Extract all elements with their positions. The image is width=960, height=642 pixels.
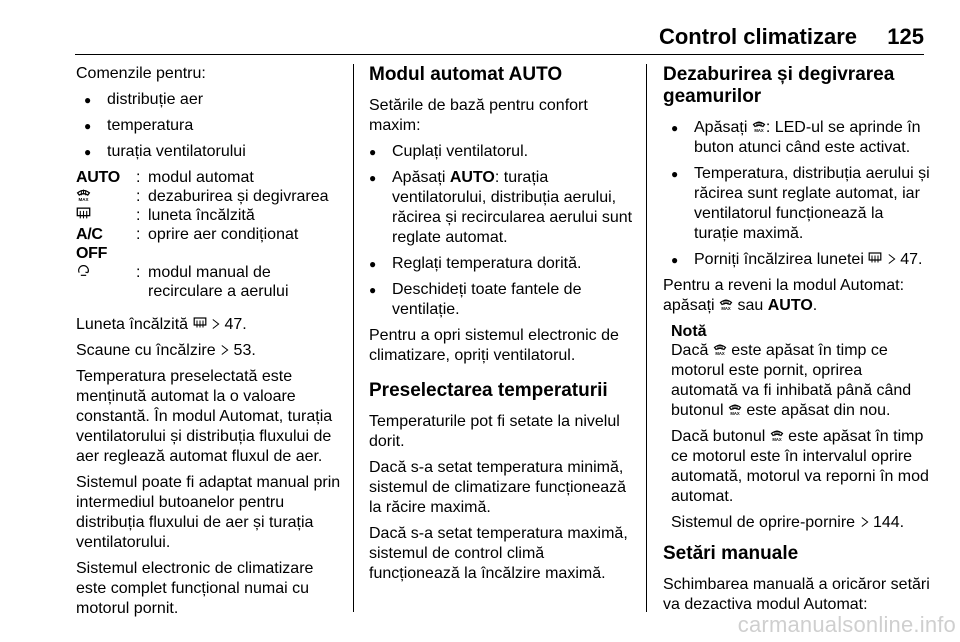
auto-desc: modul automat — [148, 169, 254, 186]
column-2 — [369, 64, 634, 590]
rear-window-key — [76, 206, 136, 225]
windscreen-max-icon — [713, 342, 727, 356]
rear-window-heat-icon — [76, 206, 91, 221]
recirculation-key — [76, 263, 136, 301]
recirculation-desc: modul manual de recirculare a aerului — [148, 264, 289, 300]
arrow-right-icon — [860, 516, 869, 528]
heated-rear-window-ref: Luneta încălzită 47. — [76, 316, 247, 333]
section-heading-manual: Setări manuale — [663, 543, 799, 564]
column-divider — [646, 64, 647, 612]
controls-table — [76, 168, 348, 301]
windscreen-max-icon — [770, 428, 784, 442]
list-item: ● Cuplați ventilatorul. — [369, 142, 634, 162]
page-header — [0, 0, 960, 56]
heated-seats-ref: Scaune cu încălzire 53. — [76, 342, 256, 359]
page-number: 125 — [887, 24, 924, 49]
colon: : — [136, 264, 141, 281]
list-item: ● Temperatura, distribuția aerului și răcirea sunt reglate automat, iar ventilatorul funcționează la turație maximă. — [671, 164, 930, 244]
recirculation-icon — [76, 263, 91, 278]
header-rule — [75, 54, 924, 55]
list-item: ● Reglați temperatura dorită. — [369, 254, 634, 274]
windscreen-max-icon — [728, 402, 742, 416]
colon: : — [136, 207, 141, 224]
paragraph: Setările de bază pentru confort maxim: — [369, 97, 588, 134]
section-heading-defrost: Dezaburirea și degivrarea geamurilor — [663, 64, 895, 107]
paragraph: Dacă s-a setat temperatura maximă, sistemul de control climă funcționează la încălzire maximă. — [369, 525, 628, 582]
windscreen-max-icon — [752, 119, 766, 133]
paragraph: Schimbarea manuală a oricăror setări va dezactiva modul Automat: — [663, 576, 930, 613]
max-defrost-desc: dezaburirea și degivrarea — [148, 188, 329, 205]
section-heading-preselect: Preselectarea temperaturii — [369, 380, 608, 401]
arrow-right-icon — [220, 344, 229, 356]
column-divider — [353, 64, 354, 612]
paragraph: Dacă s-a setat temperatura minimă, sistemul de climatizare funcționează la răcire maximă. — [369, 459, 627, 516]
colon: : — [136, 169, 141, 186]
list-item: ● temperatura — [84, 116, 348, 136]
controls-list — [76, 90, 348, 162]
rear-window-desc: luneta încălzită — [148, 207, 255, 224]
list-item: ● Porniți încălzirea lunetei 47. — [671, 250, 930, 270]
list-item: ● turația ventilatorului — [84, 142, 348, 162]
arrow-right-icon — [211, 318, 220, 330]
list-item: ● Apăsați : LED-ul se aprinde în buton atunci când este activat. — [671, 118, 930, 158]
ac-off-key: A/C OFF — [76, 226, 108, 262]
note-paragraph: Dacă este apăsat în timp ce motorul este pornit, oprirea automată va fi inhibată până când butonul este apăsat din nou. — [671, 342, 912, 419]
watermark-text[interactable]: carmanualsonline.info — [737, 612, 956, 637]
arrow-right-icon — [887, 253, 896, 265]
paragraph: Sistemul electronic de climatizare este complet funcțional numai cu motorul pornit. — [76, 560, 314, 617]
rear-window-heat-icon — [193, 316, 207, 330]
rear-window-heat-icon — [868, 251, 882, 265]
controls-intro: Comenzile pentru: — [76, 65, 206, 82]
return-auto-paragraph: Pentru a reveni la modul Automat: apăsați sau AUTO. — [663, 277, 905, 314]
column-1 — [76, 64, 348, 625]
paragraph: Sistemul poate fi adaptat manual prin intermediul butoanelor pentru distribuția fluxului de aer și turația ventilatorului. — [76, 474, 341, 551]
note-title: Notă — [671, 323, 707, 340]
note-box — [671, 322, 930, 533]
paragraph: Pentru a opri sistemul electronic de climatizare, opriți ventilatorul. — [369, 327, 619, 364]
windscreen-max-icon — [76, 187, 91, 202]
paragraph: Temperatura preselectată este menținută automat la o valoare constantă. În modul Automat, turația ventilatorului și distribuția fluxului de aer reglează automat fluxul de aer. — [76, 368, 333, 465]
ac-off-desc: oprire aer condiționat — [148, 226, 299, 243]
column-3 — [663, 64, 930, 621]
auto-key: AUTO — [76, 169, 120, 186]
paragraph: Temperaturile pot fi setate la nivelul dorit. — [369, 413, 620, 450]
list-item: ● Deschideți toate fantele de ventilație. — [369, 280, 634, 320]
note-paragraph: Dacă butonul este apăsat în timp ce motorul este în intervalul oprire automată, motorul va reporni în mod automat. — [671, 428, 929, 505]
max-defrost-key — [76, 187, 136, 206]
colon: : — [136, 226, 141, 243]
defrost-steps-list — [671, 118, 930, 270]
note-paragraph: Sistemul de oprire-pornire 144. — [671, 514, 905, 531]
page-title: Control climatizare — [658, 24, 857, 49]
windscreen-max-icon — [719, 297, 733, 311]
list-item: ● Apăsați AUTO: turația ventilatorului, distribuția aerului, răcirea și recircularea aerului sunt reglate automat. — [369, 168, 634, 248]
section-heading-auto: Modul automat AUTO — [369, 64, 563, 85]
auto-steps-list — [369, 142, 634, 320]
list-item: ● distribuție aer — [84, 90, 348, 110]
colon: : — [136, 188, 141, 205]
